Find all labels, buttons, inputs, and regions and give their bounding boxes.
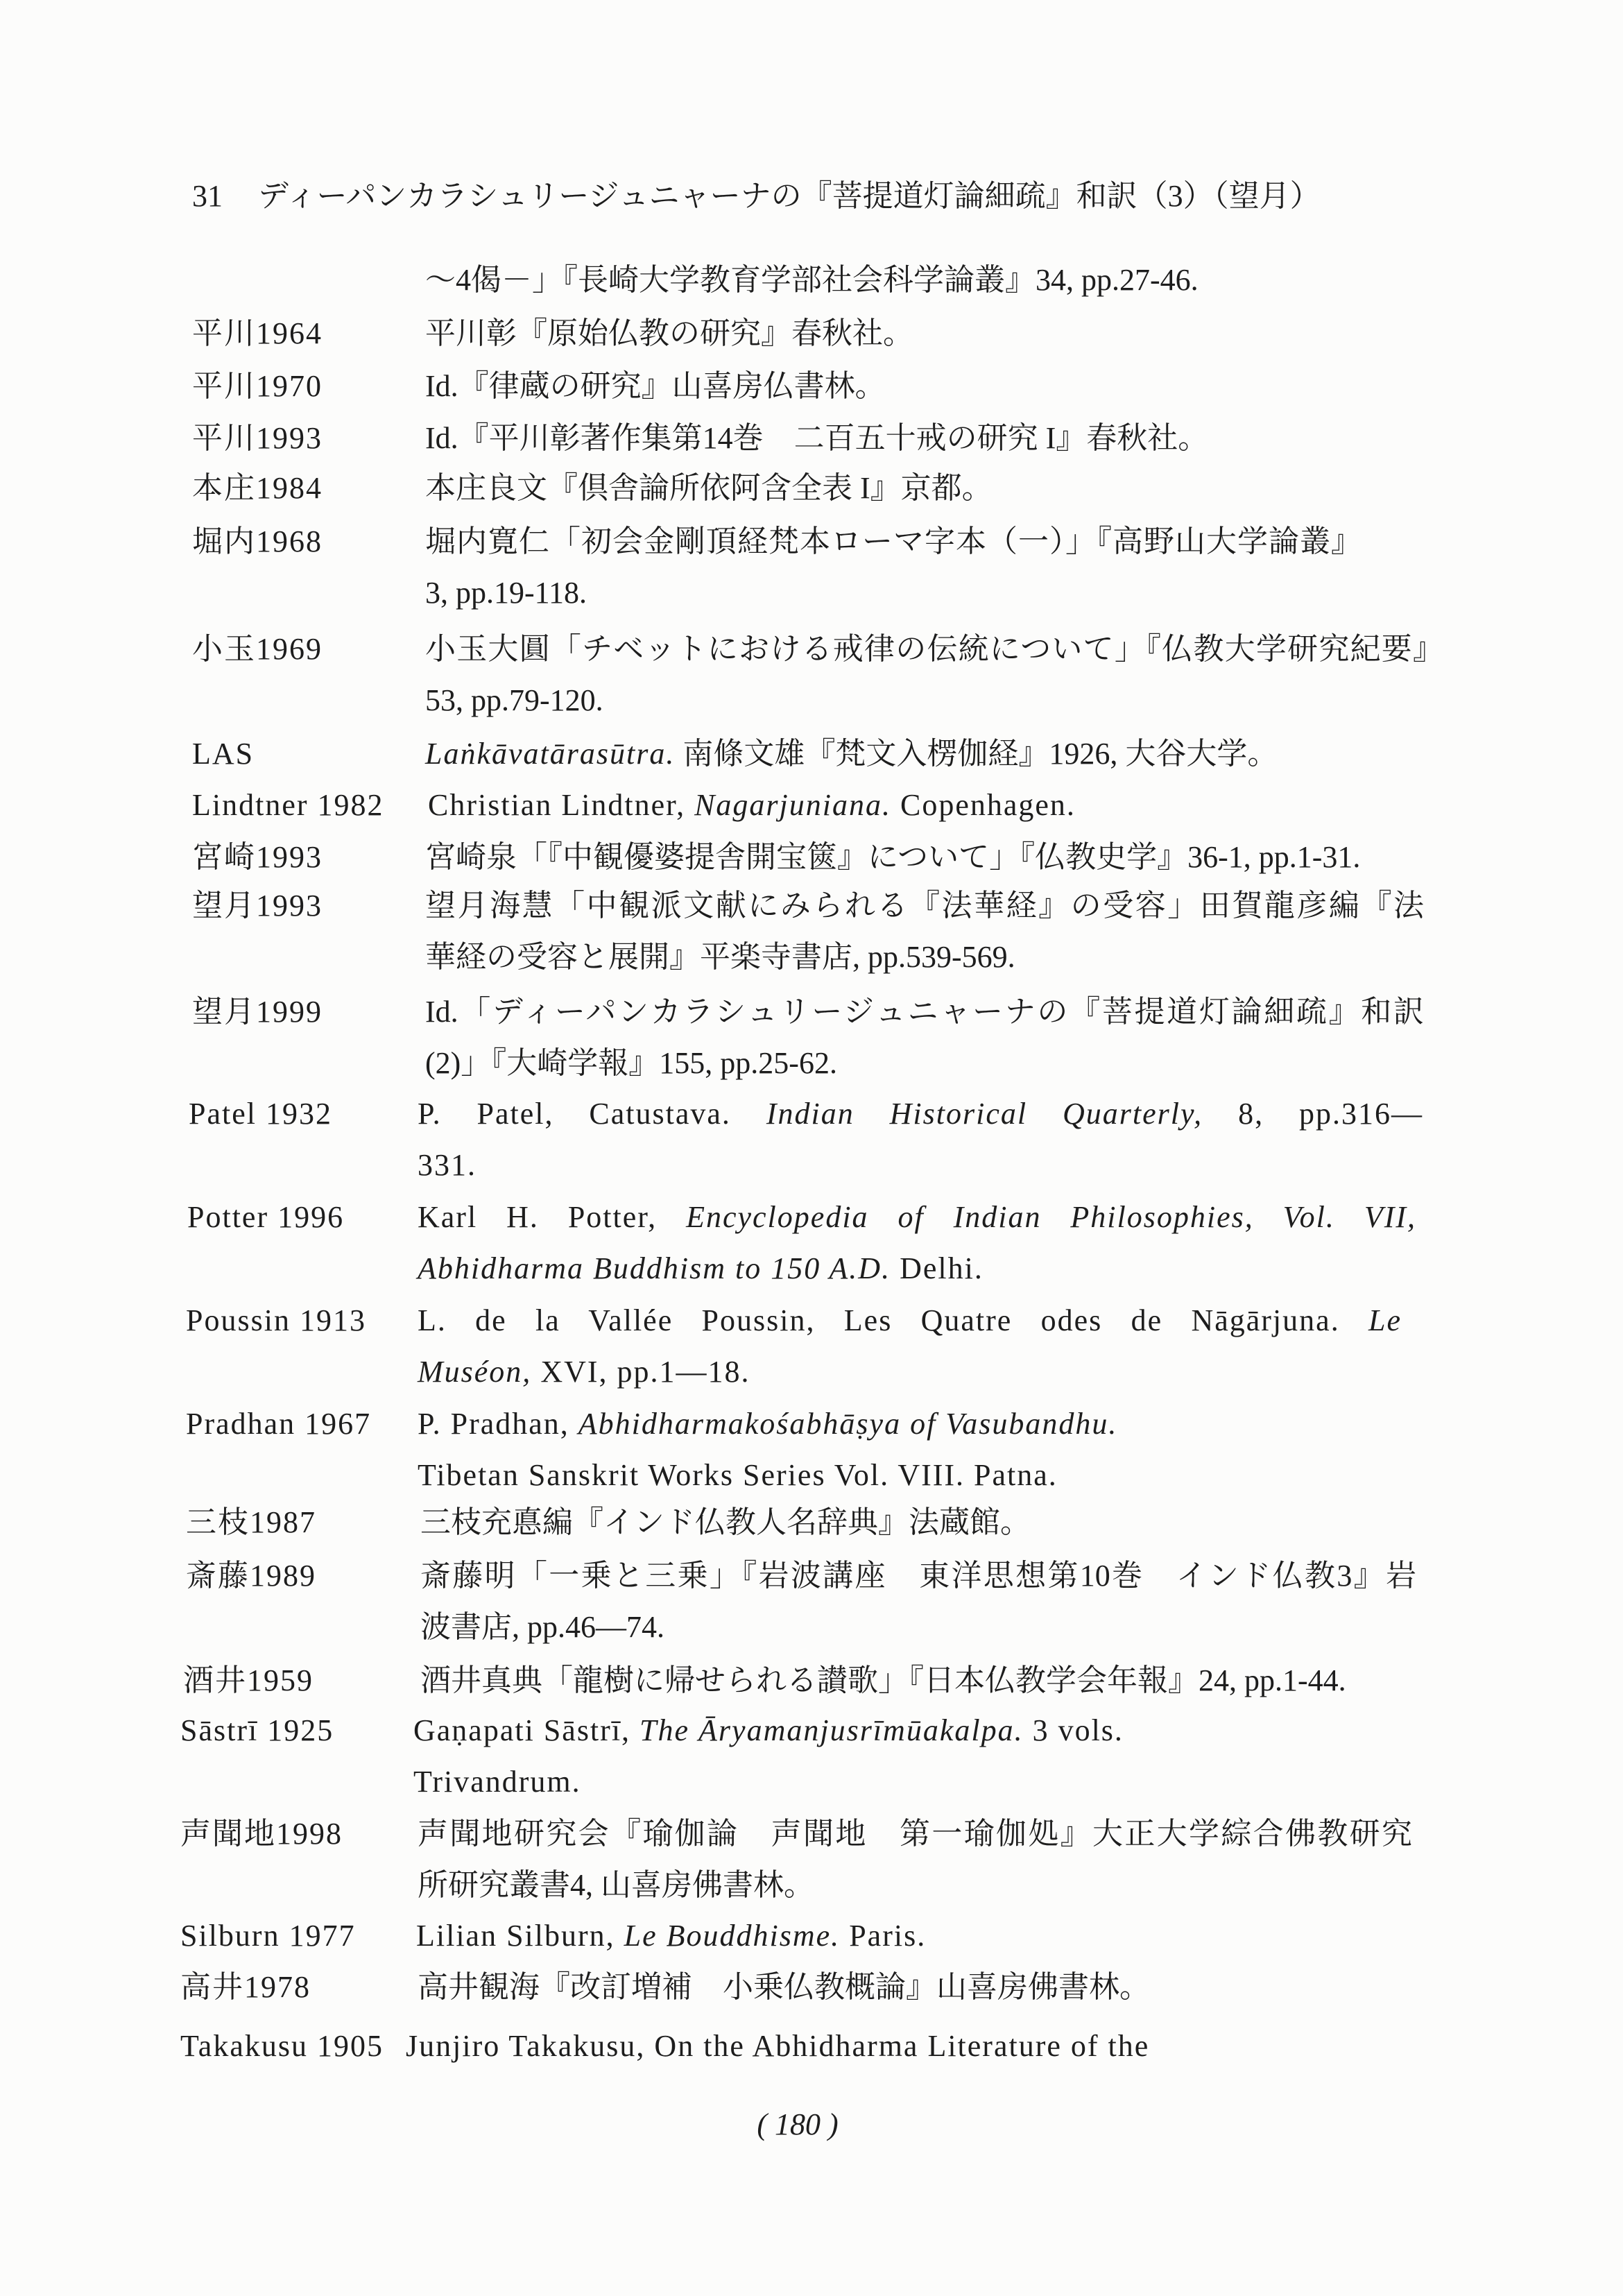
reference-segment: 本庄良文『倶舎論所依阿含全表 I』京都。 (425, 471, 993, 505)
reference-entry (0, 1655, 1623, 1706)
reference-entry (0, 1910, 1623, 1962)
reference-line (425, 413, 1208, 464)
reference-line (425, 932, 1424, 983)
reference-segment: 小玉大圓「チベットにおける戒律の伝統について」『仏教大学研究紀要』 (425, 632, 1443, 666)
reference-text (418, 1088, 1423, 1191)
reference-text (425, 255, 1199, 306)
reference-text (425, 986, 1424, 1089)
reference-line (418, 1450, 1117, 1501)
reference-line (425, 463, 993, 514)
page-number: ( 180 ) (757, 2107, 839, 2141)
reference-segment: 望月海慧「中観派文献にみられる『法華経』の受容」田賀龍彦編『法 (425, 889, 1424, 923)
reference-entry (0, 1398, 1623, 1492)
reference-entry (0, 1808, 1623, 1902)
reference-text (420, 1655, 1346, 1706)
reference-segment: Karl H. Potter, (418, 1200, 687, 1234)
reference-entry (0, 880, 1623, 974)
reference-entry (0, 624, 1623, 717)
reference-segment: Id.「ディーパンカラシュリージュニャーナの『菩提道灯論細疏』和訳 (425, 995, 1424, 1029)
reference-segment: XVI, pp.1—18. (531, 1355, 750, 1389)
reference-segment: 8, pp.316— (1203, 1097, 1423, 1131)
reference-key: 堀内1968 (192, 524, 323, 558)
reference-line (425, 986, 1424, 1038)
reference-text (420, 1497, 1031, 1548)
reference-line (418, 1295, 1402, 1346)
reference-line (420, 1497, 1031, 1548)
reference-key: Poussin 1913 (186, 1303, 366, 1337)
reference-key: Potter 1996 (187, 1200, 345, 1234)
reference-line (425, 624, 1443, 675)
reference-line (425, 675, 1443, 726)
reference-entry (0, 1705, 1623, 1799)
reference-segment: 53, pp.79-120. (425, 683, 603, 717)
reference-text (418, 1962, 1150, 2013)
reference-line (420, 1602, 1416, 1653)
reference-title-italic: Le Bouddhisme. (624, 1919, 841, 1953)
reference-entry (0, 516, 1623, 610)
reference-segment: 3, pp.19-118. (425, 576, 587, 610)
reference-entry (0, 1550, 1623, 1644)
reference-line (406, 2021, 1149, 2072)
reference-line (425, 567, 1362, 619)
reference-key: 本庄1984 (192, 471, 323, 505)
reference-key: 宮崎1993 (192, 840, 323, 874)
reference-segment: Christian Lindtner, (428, 788, 695, 822)
reference-line (425, 255, 1199, 306)
reference-segment: Id.『律蔵の研究』山喜房仏書林。 (425, 369, 886, 403)
reference-text (420, 1550, 1416, 1653)
reference-text (425, 463, 993, 514)
reference-entry (0, 986, 1623, 1080)
reference-line (418, 1346, 1402, 1398)
reference-title-italic: Muséon, (418, 1355, 532, 1389)
reference-line (425, 1038, 1424, 1089)
reference-entry (0, 1088, 1623, 1182)
reference-entry (0, 1192, 1623, 1285)
reference-line (420, 1655, 1346, 1706)
reference-line (425, 880, 1424, 932)
reference-line (418, 1192, 1416, 1243)
reference-segment: Paris. (840, 1919, 927, 1953)
reference-title-italic: Laṅkāvatārasūtra. (425, 737, 676, 771)
reference-key: 平川1964 (192, 316, 323, 350)
reference-segment: Tibetan Sanskrit Works Series Vol. VIII. Patna. (418, 1458, 1058, 1492)
reference-line (418, 1398, 1117, 1450)
reference-text (416, 1910, 926, 1962)
reference-text (428, 780, 1076, 831)
reference-entry (0, 832, 1623, 883)
header-title: ディーパンカラシュリージュニャーナの『菩提道灯論細疏』和訳（3）（望月） (258, 179, 1321, 213)
reference-segment: 331. (418, 1148, 476, 1182)
reference-entry (0, 361, 1623, 412)
reference-title-italic: Encyclopedia of Indian Philosophies, Vol. VII, (686, 1200, 1417, 1234)
reference-key: Pradhan 1967 (186, 1407, 372, 1441)
reference-key: 平川1993 (192, 421, 323, 455)
reference-continuation (0, 255, 1623, 306)
reference-text (418, 1398, 1117, 1501)
reference-segment: 高井観海『改訂増補 小乗仏教概論』山喜房佛書林。 (418, 1970, 1150, 2004)
reference-key: Silburn 1977 (180, 1919, 356, 1953)
reference-line (418, 1808, 1412, 1860)
reference-key: Patel 1932 (189, 1097, 332, 1131)
reference-text (425, 624, 1443, 726)
reference-entry (0, 1962, 1623, 2013)
reference-entry (0, 1497, 1623, 1548)
reference-segment: Copenhagen. (891, 788, 1076, 822)
reference-title-italic: Le (1368, 1303, 1402, 1337)
reference-key: LAS (192, 737, 255, 771)
reference-segment: ～4偈－」『長崎大学教育学部社会科学論叢』34, pp.27-46. (425, 263, 1199, 297)
reference-entry (0, 308, 1623, 359)
reference-line (425, 516, 1362, 567)
reference-segment: Lilian Silburn, (416, 1919, 624, 1953)
reference-title-italic: The Āryamanjusrīmūakalpa. (639, 1713, 1024, 1747)
reference-line (413, 1756, 1124, 1808)
reference-text (425, 413, 1208, 464)
reference-key: 斎藤1989 (186, 1559, 316, 1593)
reference-line (416, 1910, 926, 1962)
reference-text (413, 1705, 1124, 1808)
reference-line (428, 780, 1076, 831)
reference-text (425, 516, 1362, 619)
reference-text (418, 1295, 1402, 1398)
reference-title-italic: Abhidharmakośabhāṣya of Vasubandhu. (578, 1407, 1118, 1441)
reference-entry (0, 728, 1623, 780)
reference-segment: 声聞地研究会『瑜伽論 声聞地 第一瑜伽処』大正大学綜合佛教研究 (418, 1817, 1412, 1851)
reference-segment: 平川彰『原始仏教の研究』春秋社。 (425, 316, 913, 350)
reference-key: Takakusu 1905 (180, 2029, 384, 2063)
reference-text (425, 880, 1424, 983)
reference-key: 望月1993 (192, 889, 323, 923)
reference-text (418, 1808, 1412, 1911)
reference-entry (0, 463, 1623, 514)
reference-line (420, 1550, 1416, 1602)
reference-segment: 三枝充悳編『インド仏教人名辞典』法蔵館。 (420, 1505, 1031, 1539)
reference-key: 小玉1969 (192, 632, 323, 666)
reference-key: 三枝1987 (186, 1505, 316, 1539)
header-page-label: 31 (192, 179, 223, 213)
reference-key: Lindtner 1982 (192, 788, 384, 822)
reference-segment: 南條文雄『梵文入楞伽経』1926, 大谷大学。 (675, 737, 1278, 771)
reference-line (418, 1088, 1423, 1140)
reference-segment: 宮崎泉「『中観優婆提舎開宝篋』について」『仏教史学』36-1, pp.1-31. (425, 840, 1361, 874)
reference-key: 高井1978 (180, 1970, 311, 2004)
reference-segment: P. Pradhan, (418, 1407, 578, 1441)
reference-text (406, 2021, 1149, 2072)
reference-text (425, 361, 886, 412)
reference-text (418, 1192, 1416, 1294)
reference-segment: Trivandrum. (413, 1765, 581, 1799)
reference-segment: (2)」『大崎学報』155, pp.25-62. (425, 1046, 837, 1080)
reference-segment: 斎藤明「一乗と三乗」『岩波講座 東洋思想第10巻 インド仏教3』岩 (420, 1559, 1416, 1593)
reference-text (425, 308, 913, 359)
reference-line (418, 1860, 1412, 1911)
reference-key: 望月1999 (192, 995, 323, 1029)
reference-text (425, 832, 1360, 883)
reference-line (425, 361, 886, 412)
reference-line (425, 832, 1360, 883)
reference-segment: 所研究叢書4, 山喜房佛書林。 (418, 1868, 814, 1902)
reference-segment: L. de la Vallée Poussin, Les Quatre odes de Nāgārjuna. (418, 1303, 1368, 1337)
reference-line (413, 1705, 1124, 1756)
reference-line (418, 1962, 1150, 2013)
reference-entry (0, 2021, 1623, 2072)
reference-title-italic: Nagarjuniana. (694, 788, 891, 822)
reference-line (418, 1140, 1423, 1191)
reference-segment: 波書店, pp.46—74. (420, 1610, 664, 1644)
reference-key: 酒井1959 (183, 1663, 314, 1697)
reference-entry (0, 1295, 1623, 1389)
reference-segment: 華経の受容と展開』平楽寺書店, pp.539-569. (425, 940, 1015, 974)
reference-segment: Delhi. (891, 1251, 984, 1285)
reference-segment: 3 vols. (1023, 1713, 1124, 1747)
reference-segment: Junjiro Takakusu, On the Abhidharma Literature of the (406, 2029, 1150, 2063)
reference-segment: 酒井真典「龍樹に帰せられる讃歌」『日本仏教学会年報』24, pp.1-44. (420, 1663, 1346, 1697)
reference-key: 声聞地1998 (180, 1817, 343, 1851)
reference-key: 平川1970 (192, 369, 323, 403)
reference-text (425, 728, 1278, 780)
reference-segment: Id.『平川彰著作集第14巻 二百五十戒の研究 I』春秋社。 (425, 421, 1209, 455)
reference-title-italic: Indian Historical Quarterly, (766, 1097, 1203, 1131)
reference-line (425, 728, 1278, 780)
reference-line (425, 308, 913, 359)
reference-line (418, 1243, 1416, 1294)
reference-entry (0, 413, 1623, 464)
reference-segment: Gaṇapati Sāstrī, (413, 1713, 640, 1747)
reference-title-italic: Abhidharma Buddhism to 150 A.D. (418, 1251, 891, 1285)
reference-entry (0, 780, 1623, 831)
reference-segment: P. Patel, Catustava. (418, 1097, 766, 1131)
reference-key: Sāstrī 1925 (180, 1713, 334, 1747)
reference-segment: 堀内寛仁「初会金剛頂経梵本ローマ字本（一）」『高野山大学論叢』 (425, 524, 1362, 558)
